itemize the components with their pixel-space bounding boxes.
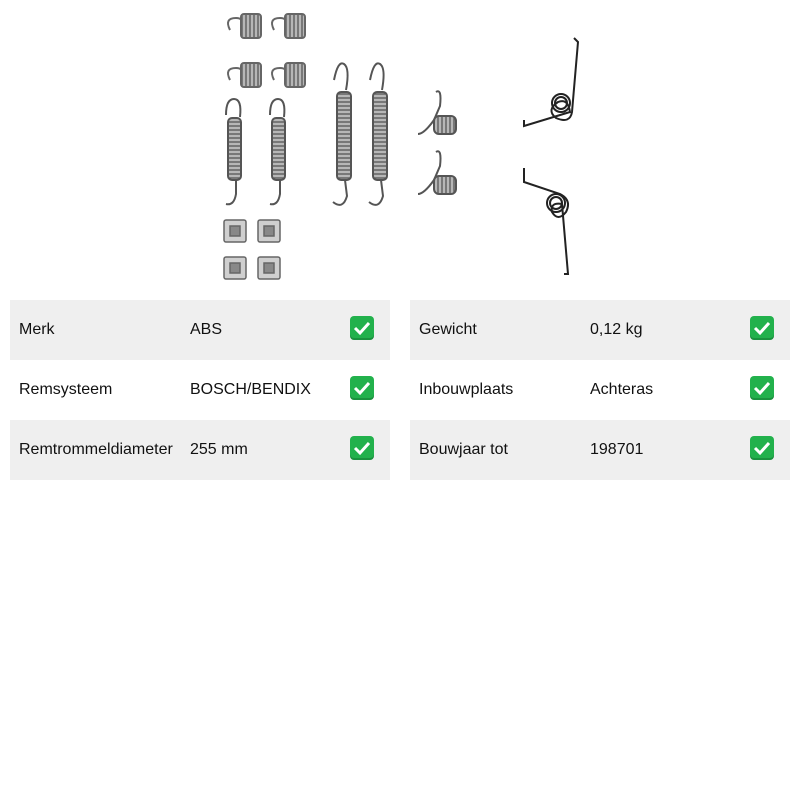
spec-row [10,360,390,420]
spec-value: 255 mm [190,441,248,458]
small-hook-spring [272,63,305,87]
spec-table-right [410,300,790,480]
spec-value: 198701 [590,441,644,458]
spec-row [410,420,790,480]
long-spring [333,63,351,205]
spec-label: Gewicht [419,321,477,338]
spec-value: Achteras [590,381,654,398]
retaining-clip [224,220,280,279]
small-hook-spring [228,14,261,38]
spec-label: Remsysteem [19,381,113,398]
hook-spring [418,91,456,134]
spec-label: Merk [19,321,55,338]
return-spring [226,99,241,204]
product-image [0,0,800,292]
check-icon [350,436,374,460]
long-spring [369,63,387,205]
spec-label: Inbouwplaats [419,381,514,398]
check-icon [750,436,774,460]
spec-value: 0,12 kg [590,321,643,338]
spec-row [410,300,790,360]
check-icon [350,376,374,400]
spec-label: Bouwjaar tot [419,441,508,458]
return-spring [270,99,285,204]
torsion-spring [524,168,568,274]
spec-table-left [10,300,390,480]
spec-row [410,360,790,420]
spec-row [10,300,390,360]
spec-value: ABS [190,321,223,338]
check-icon [750,376,774,400]
spec-row [10,420,390,480]
torsion-spring [524,38,578,126]
check-icon [350,316,374,340]
spec-label: Remtrommeldiameter [19,441,173,458]
brake-spring-kit-illustration [0,0,800,292]
check-icon [750,316,774,340]
small-hook-spring [272,14,305,38]
spec-value: BOSCH/BENDIX [190,381,311,398]
small-hook-spring [228,63,261,87]
hook-spring [418,151,456,194]
